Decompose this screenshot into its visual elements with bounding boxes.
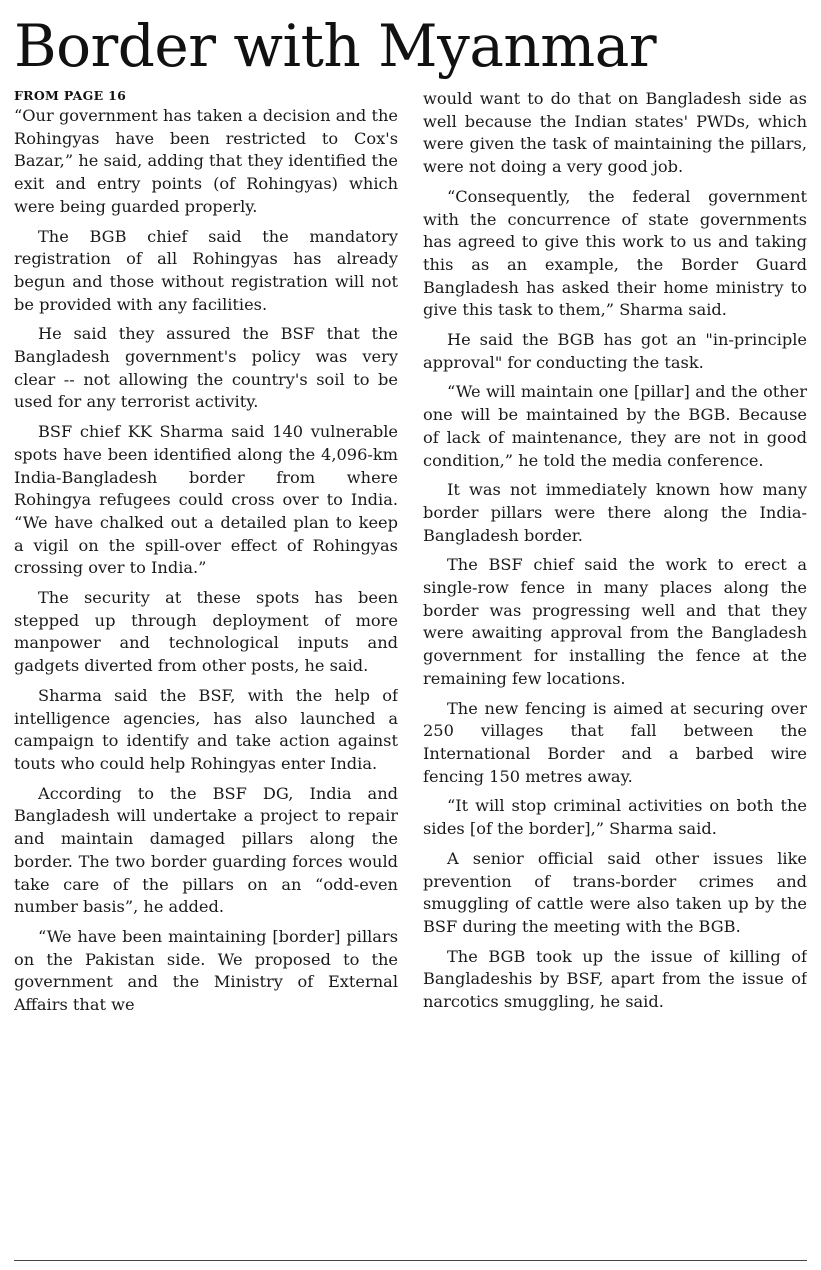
paragraph: According to the BSF DG, India and Bangladesh will undertake a project to repair and maintain damaged pillars along the border. The two border guarding forces would take care of the pillars on an “odd-even number basis”, he added.: [14, 783, 398, 917]
article-column-left: [14, 88, 398, 1248]
page-reference: FROM PAGE 16: [14, 88, 127, 103]
paragraph: The BGB took up the issue of killing of Bangladeshis by BSF, apart from the issue of narcotics smuggling, he said.: [423, 946, 807, 1012]
paragraph: The BSF chief said the work to erect a single-row fence in many places along the border was progressing well and that they were awaiting approval from the Bangladesh government for installing the fence at the remaining few locations.: [423, 555, 807, 688]
paragraph-continuation: would want to do that on Bangladesh side as well because the Indian states' PWDs, which were given the task of maintaining the pillars, were not doing a very good job.: [423, 89, 807, 177]
paragraph: “It will stop criminal activities on both the sides [of the border],” Sharma said.: [423, 796, 807, 839]
paragraph: “We will maintain one [pillar] and the other one will be maintained by the BGB. Because of lack of maintenance, they are not in good condition,” he told the media conference.: [423, 382, 807, 470]
paragraph: The new fencing is aimed at securing over 250 villages that fall between the International Border and a barbed wire fencing 150 metres away.: [423, 698, 807, 786]
paragraph: “Our government has taken a decision and the Rohingyas have been restricted to Cox's Bazar,” he said, adding that they identified the exit and entry points (of Rohingyas) which were being guarded properly.: [14, 106, 398, 216]
paragraph: “Consequently, the federal government with the concurrence of state governments has agreed to give this work to us and taking this as an example, the Border Guard Bangladesh has asked their home ministry to give this task to them,” Sharma said.: [423, 186, 807, 320]
paragraph: The BGB chief said the mandatory registration of all Rohingyas has already begun and those without registration will not be provided with any facilities.: [14, 226, 398, 314]
bottom-rule: [14, 1260, 807, 1261]
paragraph: He said the BGB has got an "in-principle approval" for conducting the task.: [423, 330, 807, 372]
paragraph: It was not immediately known how many border pillars were there along the India-Bangladesh border.: [423, 480, 807, 545]
paragraph: A senior official said other issues like prevention of trans-border crimes and smuggling of cattle were also taken up by the BSF during the meeting with the BGB.: [423, 848, 807, 936]
paragraph: BSF chief KK Sharma said 140 vulnerable spots have been identified along the 4,096-km India-Bangladesh border from where Rohingya refugees could cross over to India. “We have chalked out a detailed plan to keep a vigil on the spill-over effect of Rohingyas crossing over to India.”: [14, 422, 398, 578]
paragraph: The security at these spots has been stepped up through deployment of more manpower and technological inputs and gadgets diverted from other posts, he said.: [14, 588, 398, 676]
headline: Border with Myanmar: [14, 12, 657, 80]
paragraph: He said they assured the BSF that the Bangladesh government's policy was very clear -- not allowing the country's soil to be used for any terrorist activity.: [14, 324, 398, 412]
article-column-right: [423, 88, 807, 1248]
paragraph: “We have been maintaining [border] pillars on the Pakistan side. We proposed to the government and the Ministry of External Affairs that we: [14, 926, 398, 1015]
paragraph: Sharma said the BSF, with the help of intelligence agencies, has also launched a campaign to identify and take action against touts who could help Rohingyas enter India.: [14, 685, 398, 773]
